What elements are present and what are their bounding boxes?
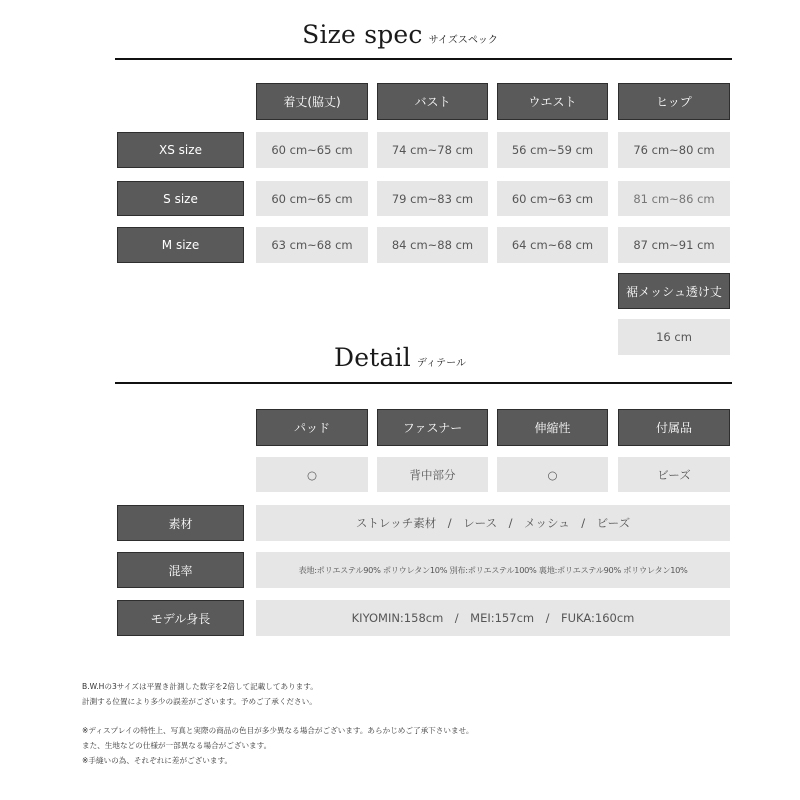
detail-label-material: 素材 — [117, 505, 244, 541]
size-spec-heading — [0, 20, 800, 49]
detail-label-composition: 混率 — [117, 552, 244, 588]
note-line: B.W.Hの3サイズは平置き計測した数字を2倍して記載してあります。 — [82, 682, 318, 691]
detail-title: Detail — [334, 343, 411, 372]
detail-value-model-height: KIYOMIN:158cm / MEI:157cm / FUKA:160cm — [256, 600, 730, 636]
size-cell: 60 cm~63 cm — [497, 181, 608, 216]
size-cell: 60 cm~65 cm — [256, 181, 368, 216]
detail-value-zipper: 背中部分 — [377, 457, 488, 492]
size-row-label-s: S size — [117, 181, 244, 216]
size-cell: 79 cm~83 cm — [377, 181, 488, 216]
size-header-mesh-length: 裾メッシュ透け丈 — [618, 273, 730, 309]
note-line: ※手縫いの為、それぞれに差がございます。 — [82, 756, 233, 765]
note-line: 計測する位置により多少の誤差がございます。予めご了承ください。 — [82, 697, 317, 706]
size-row-label-xs: XS size — [117, 132, 244, 168]
size-header-length: 着丈(脇丈) — [256, 83, 368, 120]
detail-value-composition: 表地:ポリエステル90% ポリウレタン10% 別布:ポリエステル100% 裏地:ポリエステル90% ポリウレタン10% — [256, 552, 730, 588]
note-line: ※ディスプレイの特性上、写真と実際の商品の色目が多少異なる場合がございます。あらかじめご了承下さいませ。 — [82, 726, 474, 735]
size-cell: 63 cm~68 cm — [256, 227, 368, 263]
size-cell: 87 cm~91 cm — [618, 227, 730, 263]
size-cell: 74 cm~78 cm — [377, 132, 488, 168]
detail-divider — [115, 382, 732, 384]
size-spec-title: Size spec — [302, 20, 423, 49]
size-header-bust: バスト — [377, 83, 488, 120]
size-spec-subtitle: サイズスペック — [428, 35, 498, 46]
size-header-waist: ウエスト — [497, 83, 608, 120]
detail-header-zipper: ファスナー — [377, 409, 488, 446]
detail-header-pad: パッド — [256, 409, 368, 446]
detail-value-accessory: ビーズ — [618, 457, 730, 492]
detail-value-stretch: ○ — [497, 457, 608, 492]
size-cell: 81 cm~86 cm — [618, 181, 730, 216]
size-row-label-m: M size — [117, 227, 244, 263]
detail-value-material: ストレッチ素材 / レース / メッシュ / ビーズ — [256, 505, 730, 541]
detail-heading — [0, 343, 800, 372]
size-cell: 76 cm~80 cm — [618, 132, 730, 168]
note-line: また、生地などの仕様が一部異なる場合がございます。 — [82, 741, 272, 750]
detail-label-model-height: モデル身長 — [117, 600, 244, 636]
detail-header-stretch: 伸縮性 — [497, 409, 608, 446]
size-cell: 84 cm~88 cm — [377, 227, 488, 263]
size-header-hip: ヒップ — [618, 83, 730, 120]
size-spec-divider — [115, 58, 732, 60]
detail-header-accessory: 付属品 — [618, 409, 730, 446]
detail-subtitle: ディテール — [416, 358, 466, 369]
size-cell: 60 cm~65 cm — [256, 132, 368, 168]
size-cell: 64 cm~68 cm — [497, 227, 608, 263]
detail-value-pad: ○ — [256, 457, 368, 492]
size-cell-mesh-length: 16 cm — [618, 319, 730, 355]
size-cell: 56 cm~59 cm — [497, 132, 608, 168]
